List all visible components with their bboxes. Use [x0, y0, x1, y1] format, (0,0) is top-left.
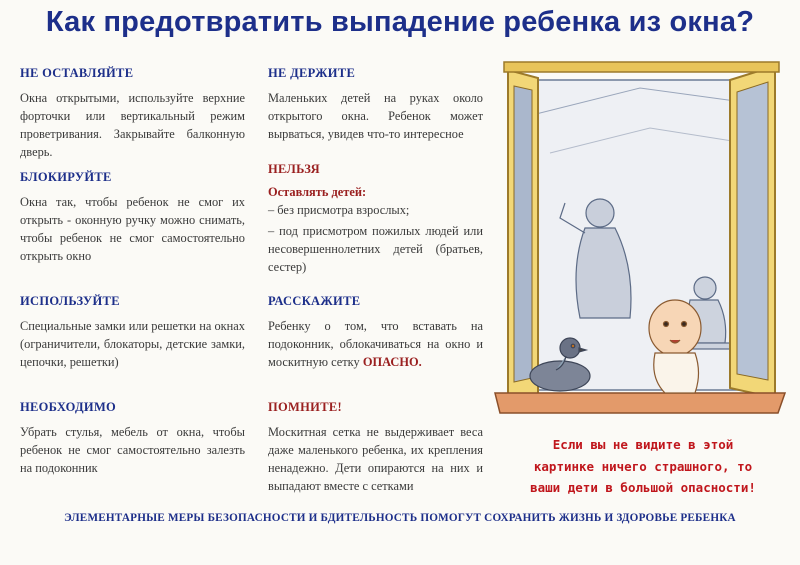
section-heading: НЕ ДЕРЖИТЕ	[268, 66, 356, 80]
baby-figure	[649, 300, 701, 393]
section-heading: НЕЛЬЗЯ	[268, 162, 320, 176]
section-heading: БЛОКИРУЙТЕ	[20, 170, 112, 184]
section-leave	[20, 66, 245, 161]
section-heading: ПОМНИТЕ!	[268, 400, 342, 414]
section-text: Специальные замки или решетки на окнах (ограничители, блокаторы, детские замки, цепочки, решетки)	[20, 319, 245, 369]
danger-word: ОПАСНО.	[362, 355, 422, 369]
warning-line: ваши дети в большой опасности!	[530, 480, 756, 495]
section-subheading: Оставлять детей:	[268, 185, 367, 199]
section-remember	[268, 400, 483, 495]
section-hold	[268, 66, 483, 143]
section-line: – под присмотром пожилых людей или несовершеннолетних детей (братьев, сестер)	[268, 224, 483, 274]
window-illustration	[490, 58, 790, 428]
section-line: – без присмотра взрослых;	[268, 203, 410, 217]
section-heading: НЕ ОСТАВЛЯЙТЕ	[20, 66, 134, 80]
window-sill	[495, 393, 785, 413]
footer-slogan: ЭЛЕМЕНТАРНЫЕ МЕРЫ БЕЗОПАСНОСТИ И БДИТЕЛЬНОСТЬ ПОМОГУТ СОХРАНИТЬ ЖИЗНЬ И ЗДОРОВЬЕ РЕБЕНКА	[64, 512, 736, 524]
warning-message	[508, 434, 778, 499]
section-text: Окна открытыми, используйте верхние форточки или вертикальный режим проветривания. Закрывайте балконную дверь.	[20, 91, 245, 159]
section-use	[20, 294, 245, 371]
warning-line: Если вы не видите в этой	[552, 437, 734, 452]
section-forbidden	[268, 162, 483, 276]
window-top-frame	[504, 62, 779, 72]
section-text: Окна так, чтобы ребенок не смог их открыть - оконную ручку можно снимать, чтобы ребенок не смог самостоятельно открыть окно	[20, 195, 245, 263]
section-necessary	[20, 400, 245, 477]
section-text: Убрать стулья, мебель от окна, чтобы ребенок не смог самостоятельно залезть на подоконник	[20, 425, 245, 475]
window-glass-right	[737, 82, 768, 380]
section-heading: РАССКАЖИТЕ	[268, 294, 361, 308]
section-heading: ИСПОЛЬЗУЙТЕ	[20, 294, 120, 308]
section-block	[20, 170, 245, 265]
section-heading: НЕОБХОДИМО	[20, 400, 117, 414]
section-text	[268, 317, 483, 371]
window-glass-left	[514, 86, 532, 382]
warning-line: картинке ничего страшного, то	[533, 458, 753, 474]
tell-text: Ребенку о том, что вставать на подоконник, облокачиваться на окно и москитную сетку	[268, 319, 483, 369]
section-tell	[268, 294, 483, 371]
page-title: Как предотвратить выпадение ребенка из окна?	[45, 6, 755, 38]
section-text: Москитная сетка не выдерживает веса даже маленького ребенка, их крепления ненадежно. Дети опираются на них и выпадают вместе с сетками	[268, 425, 483, 493]
section-text: Маленьких детей на руках около открытого окна. Ребенок может вырваться, увидев что-то интересное	[268, 91, 483, 141]
